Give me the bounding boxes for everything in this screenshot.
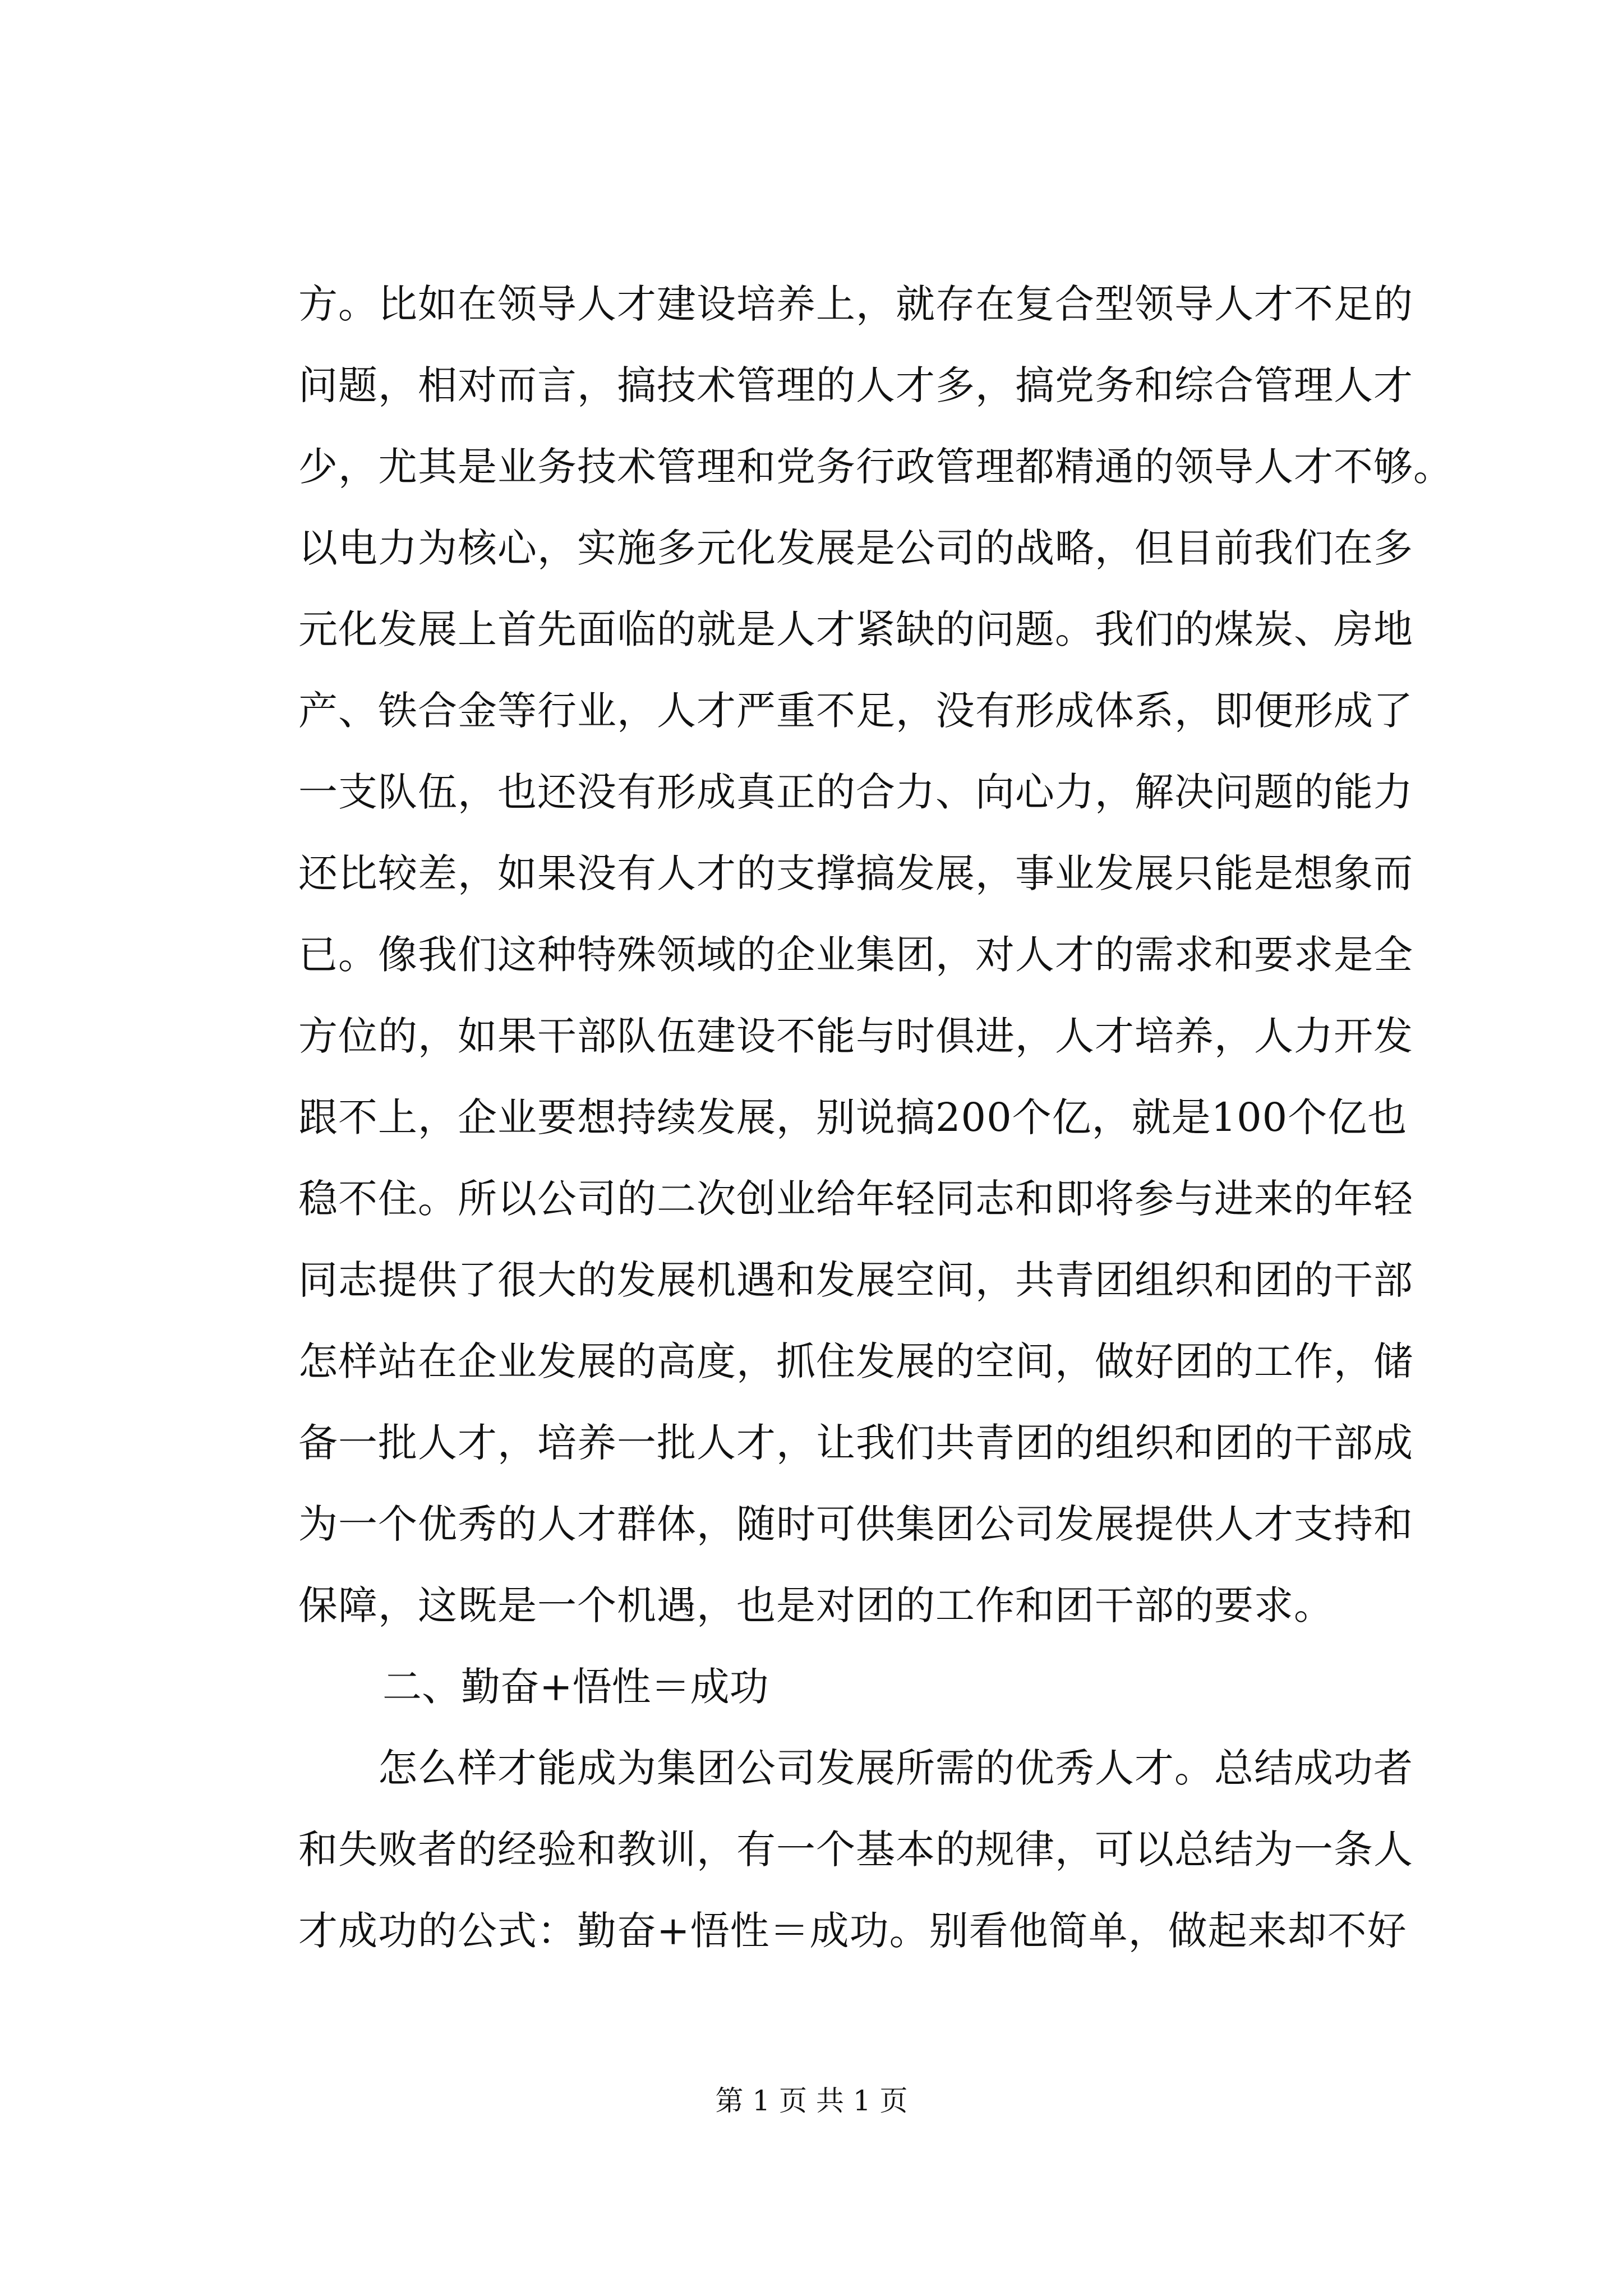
body-line: 已。像我们这种特殊领域的企业集团，对人才的需求和要求是全 bbox=[298, 932, 1413, 978]
body-line: 怎么样才能成为集团公司发展所需的优秀人才。总结成功者 bbox=[298, 1745, 1413, 1791]
body-line: 保障，这既是一个机遇，也是对团的工作和团干部的要求。 bbox=[298, 1582, 1334, 1628]
body-line: 问题，相对而言，搞技术管理的人才多，搞党务和综合管理人才 bbox=[298, 362, 1413, 408]
body-line: 稳不住。所以公司的二次创业给年轻同志和即将参与进来的年轻 bbox=[298, 1176, 1413, 1222]
page-footer: 第 1 页 共 1 页 bbox=[715, 2085, 908, 2117]
body-line: 同志提供了很大的发展机遇和发展空间，共青团组织和团的干部 bbox=[298, 1257, 1413, 1303]
body-line: 怎样站在企业发展的高度，抓住发展的空间，做好团的工作，储 bbox=[298, 1338, 1413, 1384]
body-line: 和失败者的经验和教训，有一个基本的规律，可以总结为一条人 bbox=[298, 1826, 1413, 1872]
body-line: 为一个优秀的人才群体，随时可供集团公司发展提供人才支持和 bbox=[298, 1501, 1413, 1547]
body-line: 少，尤其是业务技术管理和党务行政管理都精通的领导人才不够。 bbox=[298, 444, 1453, 490]
section-heading: 二、勤奋+悟性＝成功 bbox=[382, 1664, 769, 1710]
body-line: 一支队伍，也还没有形成真正的合力、向心力，解决问题的能力 bbox=[298, 769, 1413, 815]
document-body bbox=[298, 264, 1453, 1972]
body-line: 才成功的公式：勤奋+悟性＝成功。别看他简单，做起来却不好 bbox=[298, 1908, 1407, 1954]
body-line: 还比较差，如果没有人才的支撑搞发展，事业发展只能是想象而 bbox=[298, 850, 1413, 896]
body-line: 以电力为核心，实施多元化发展是公司的战略，但目前我们在多 bbox=[298, 525, 1413, 571]
body-line: 方位的，如果干部队伍建设不能与时俱进，人才培养，人力开发 bbox=[298, 1013, 1413, 1059]
body-line: 备一批人才，培养一批人才，让我们共青团的组织和团的干部成 bbox=[298, 1420, 1413, 1466]
body-line: 元化发展上首先面临的就是人才紧缺的问题。我们的煤炭、房地 bbox=[298, 606, 1413, 652]
body-line: 跟不上，企业要想持续发展，别说搞200个亿，就是100个亿也 bbox=[298, 1094, 1408, 1140]
body-line: 产、铁合金等行业，人才严重不足，没有形成体系，即便形成了 bbox=[298, 688, 1413, 734]
body-line: 方。比如在领导人才建设培养上，就存在复合型领导人才不足的 bbox=[298, 281, 1413, 327]
